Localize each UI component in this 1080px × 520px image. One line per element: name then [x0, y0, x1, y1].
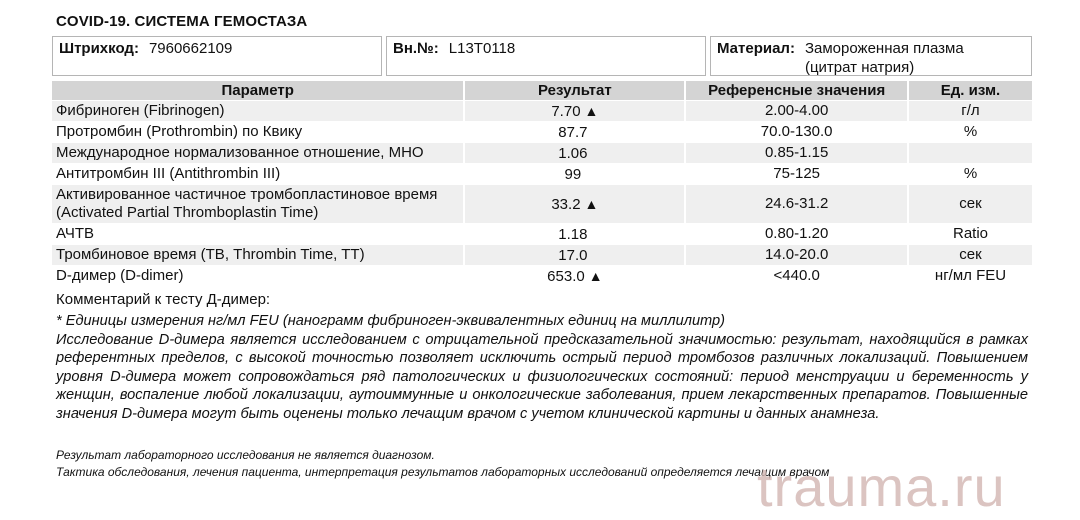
high-flag-icon: ▲ [584, 195, 599, 212]
result-cell [465, 245, 686, 265]
comment-block [56, 312, 1028, 424]
ref-cell: 14.0-20.0 [686, 245, 909, 265]
table-row [52, 122, 1032, 142]
unit-cell: % [909, 122, 1032, 142]
material-label: Материал: [717, 40, 795, 57]
unit-cell: сек [909, 245, 1032, 265]
disclaimer-line2: Тактика обследования, лечения пациента, интерпретация результатов лабораторных исследований определяется лечащим врачом [56, 465, 830, 479]
result-value: 87.7 [558, 123, 588, 141]
param-cell: Фибриноген (Fibrinogen) [52, 101, 465, 121]
high-flag-icon: ▲ [588, 267, 603, 284]
unit-cell: Ratio [909, 224, 1032, 244]
results-table [52, 80, 1032, 287]
param-line2: (Activated Partial Thromboplastin Time) [56, 204, 319, 221]
unit-cell: % [909, 164, 1032, 184]
result-value: 7.70 [551, 102, 581, 120]
comment-label: Комментарий к тесту Д-димер: [56, 291, 271, 308]
table-row [52, 224, 1032, 244]
order-number-box [386, 36, 706, 76]
unit-cell: нг/мл FEU [909, 266, 1032, 286]
sample-info-row [52, 36, 1032, 76]
param-cell: Тромбиновое время (ТВ, Thrombin Time, TT) [52, 245, 465, 265]
header-unit: Ед. изм. [909, 81, 1032, 100]
material-box [710, 36, 1032, 76]
header-result: Результат [465, 81, 686, 100]
result-cell [465, 266, 686, 286]
result-value: 1.18 [558, 225, 588, 243]
comment-text: Исследование D-димера является исследованием с отрицательной предсказательной значимостью: результат, находящийся в рамках референтных пределов, с высокой точностью позволяет исключить острый период тромбозов различных локализаций. Повышением уровня D-димера может сопровождаться ряд патологических и физиологических состояний: период менструации и беременность у женщин, воспаление любой локализации, аутоиммунные и онкологические заболевания, прием лекарственных препаратов. Повышенные значения D-димера могут быть оценены только лечащим врачом с учетом клинической картины и данных анамнеза. [56, 331, 1028, 422]
table-row [52, 101, 1032, 121]
result-cell [465, 185, 686, 223]
material-value [804, 39, 964, 76]
table-row [52, 185, 1032, 223]
ref-cell: 24.6-31.2 [686, 185, 909, 223]
table-row [52, 143, 1032, 163]
order-number-label: Вн.№: [393, 40, 439, 57]
param-cell: АЧТВ [52, 224, 465, 244]
unit-cell [909, 143, 1032, 163]
unit-cell: сек [909, 185, 1032, 223]
result-cell [465, 143, 686, 163]
param-cell: D-димер (D-dimer) [52, 266, 465, 286]
header-ref: Референсные значения [686, 81, 909, 100]
result-cell [465, 224, 686, 244]
param-cell: Антитромбин III (Antithrombin III) [52, 164, 465, 184]
barcode-value: 7960662109 [148, 40, 233, 57]
ref-cell: 70.0-130.0 [686, 122, 909, 142]
material-value-line1: Замороженная плазма [804, 40, 964, 57]
result-value: 33.2 [551, 195, 581, 213]
report-title: COVID-19. СИСТЕМА ГЕМОСТАЗА [56, 13, 308, 30]
ref-cell: 2.00-4.00 [686, 101, 909, 121]
table-row [52, 266, 1032, 286]
ref-cell: <440.0 [686, 266, 909, 286]
barcode-label: Штрихкод: [59, 40, 139, 57]
result-cell [465, 164, 686, 184]
comment-note: * Единицы измерения нг/мл FEU (нанограмм фибриноген-эквивалентных единиц на миллилитр) [56, 313, 726, 329]
ref-cell: 0.80-1.20 [686, 224, 909, 244]
disclaimer-line1: Результат лабораторного исследования не является диагнозом. [56, 448, 435, 462]
param-cell: Протромбин (Prothrombin) по Квику [52, 122, 465, 142]
material-value-line2: (цитрат натрия) [804, 59, 915, 76]
table-header-row [52, 81, 1032, 100]
unit-cell: г/л [909, 101, 1032, 121]
high-flag-icon: ▲ [584, 102, 599, 119]
param-line1: Активированное частичное тромбопластиновое время [56, 186, 438, 203]
result-value: 17.0 [558, 246, 588, 264]
table-row [52, 164, 1032, 184]
ref-cell: 0.85-1.15 [686, 143, 909, 163]
result-value: 653.0 [547, 267, 585, 285]
header-param: Параметр [52, 81, 465, 100]
result-value: 1.06 [558, 144, 588, 162]
ref-cell: 75-125 [686, 164, 909, 184]
param-cell: Международное нормализованное отношение, МНО [52, 143, 465, 163]
result-value: 99 [564, 165, 582, 183]
param-cell [52, 185, 465, 223]
result-cell [465, 122, 686, 142]
result-cell [465, 101, 686, 121]
order-number-value: L13T0118 [448, 40, 516, 57]
watermark: trauma.ru [757, 455, 1006, 518]
table-row [52, 245, 1032, 265]
barcode-box [52, 36, 382, 76]
